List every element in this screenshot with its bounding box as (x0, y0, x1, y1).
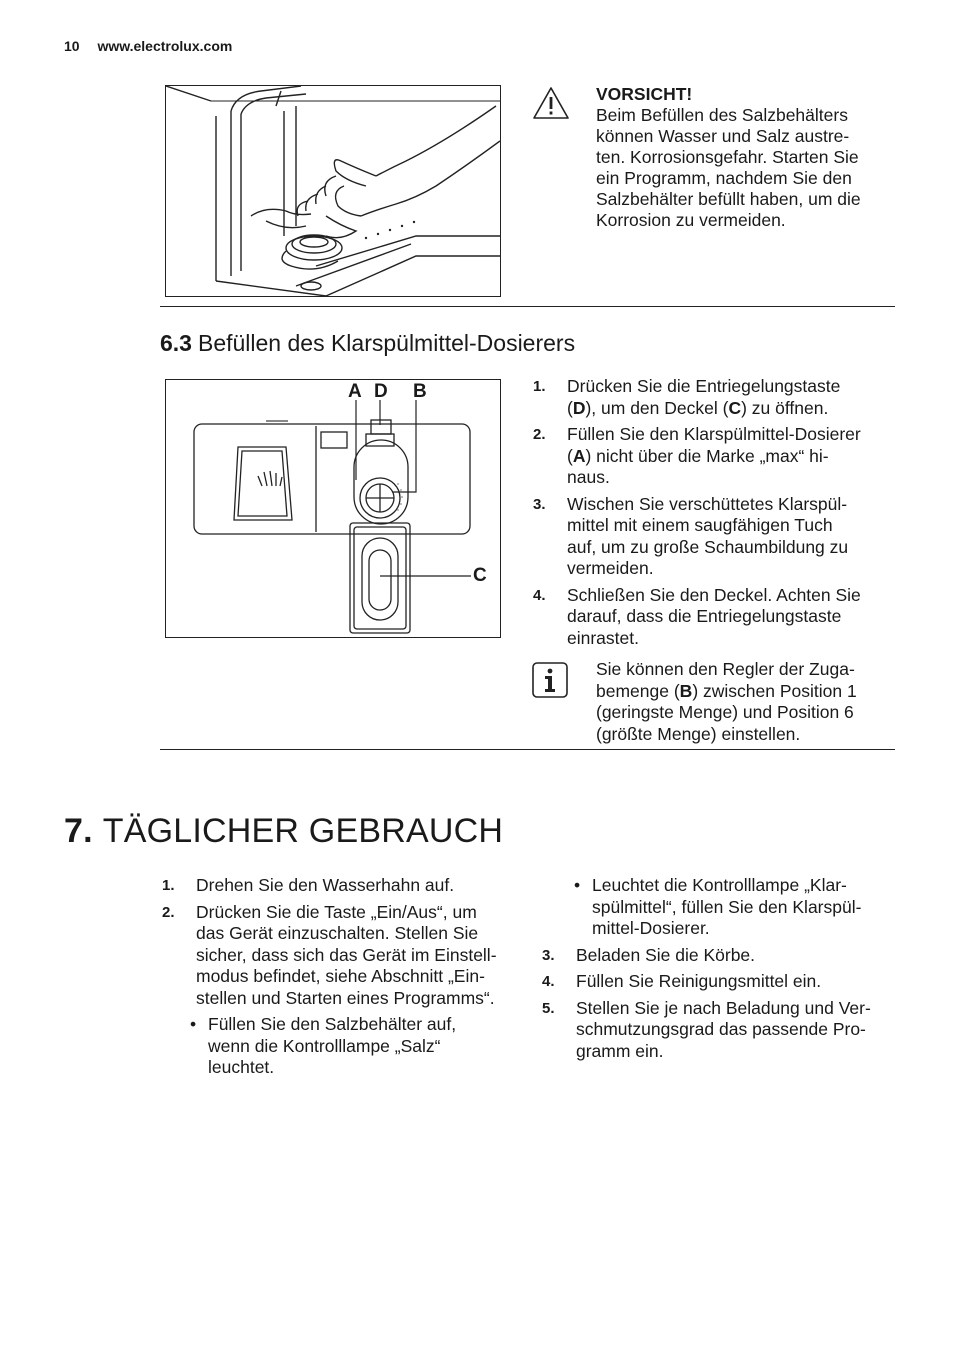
bold-reference: B (679, 680, 693, 701)
step-number: 3. (542, 946, 555, 964)
text-run: mittel mit einem saugfähigen Tuch (567, 515, 833, 535)
text-line: wenn die Kontrolllampe „Salz“ (208, 1035, 441, 1056)
warning-text (596, 84, 896, 231)
warning-title: VORSICHT! (596, 84, 693, 104)
text-line: ten. Korrosionsgefahr. Starten Sie (596, 147, 859, 167)
text-run: ), um den Deckel ( (585, 397, 729, 418)
salt-filling-drawing (166, 86, 500, 296)
info-text (596, 659, 891, 745)
step-text (567, 424, 893, 489)
text-run: bemenge ( (596, 680, 680, 701)
step-item (542, 998, 894, 1063)
text-run: ) zwischen Position 1 (692, 680, 857, 701)
text-run: (größte Menge) einstellen. (596, 723, 801, 744)
text-line: Beim Befüllen des Salzbehälters (596, 105, 848, 125)
section-6-3-heading (160, 330, 575, 357)
text-line: das Gerät einzuschalten. Stellen Sie (196, 923, 479, 943)
text-line (596, 724, 891, 746)
bullet-dot: • (190, 1014, 197, 1034)
section-6-3-number: 6.3 (160, 330, 192, 356)
rinse-aid-bullet (572, 875, 894, 940)
step-text (576, 998, 894, 1063)
text-line: ein Programm, nachdem Sie den (596, 168, 852, 188)
text-line: Beladen Sie die Körbe. (576, 944, 756, 965)
text-run: Drücken Sie die Entriegelungstaste (567, 376, 841, 396)
text-line (596, 659, 891, 681)
daily-use-left-column (162, 875, 514, 1079)
bold-reference: C (728, 397, 742, 418)
text-line: Drehen Sie den Wasserhahn auf. (196, 875, 455, 895)
text-line (567, 398, 893, 420)
text-run: ( (567, 397, 573, 418)
text-run: einrastet. (567, 627, 639, 648)
text-line: mittel-Dosierer. (592, 918, 710, 938)
step-text (567, 585, 893, 650)
page-number: 10 (64, 38, 80, 54)
text-line (567, 558, 893, 580)
page-header (64, 38, 232, 54)
step-number: 2. (533, 426, 546, 443)
step-number: 4. (533, 586, 546, 604)
text-run: vermeiden. (567, 558, 654, 578)
text-line: Drücken Sie die Taste „Ein/Aus“, um (196, 901, 477, 922)
text-line: modus befindet, siehe Abschnitt „Ein- (196, 966, 485, 986)
text-line (567, 446, 893, 468)
step-number: 5. (542, 999, 555, 1017)
text-line: gramm ein. (576, 1040, 664, 1061)
step-number: 3. (533, 495, 546, 513)
step-item (533, 585, 893, 650)
step-item (533, 424, 893, 489)
text-run: Wischen Sie verschüttetes Klarspül- (567, 493, 848, 514)
step-text (576, 971, 894, 993)
step-item (162, 902, 514, 1010)
text-line (567, 376, 893, 398)
step-number: 2. (162, 903, 175, 921)
daily-use-right-column (542, 875, 894, 1067)
salt-bullet (188, 1014, 514, 1079)
rinse-aid-dispenser-drawing (166, 380, 500, 637)
text-line: stellen und Starten eines Programms“. (196, 987, 495, 1008)
text-line: können Wasser und Salz austre- (596, 126, 850, 146)
section-7-title: TÄGLICHER GEBRAUCH (102, 812, 504, 850)
step-text (567, 376, 893, 419)
step-text (196, 902, 514, 1010)
section-7-heading (64, 812, 503, 851)
divider-top (160, 306, 895, 307)
figure-label-c: C (473, 565, 487, 586)
text-line: Füllen Sie den Salzbehälter auf, (208, 1014, 457, 1034)
text-line: spülmittel“, füllen Sie den Klarspül- (592, 896, 862, 917)
step-item (542, 971, 894, 993)
text-line (567, 515, 893, 537)
warning-body (596, 105, 896, 231)
text-line: Stellen Sie je nach Beladung und Ver- (576, 997, 871, 1018)
divider-bottom (160, 749, 895, 750)
info-icon (531, 661, 569, 699)
website-link[interactable]: www.electrolux.com (97, 38, 233, 54)
bullet-dot: • (574, 875, 581, 895)
figure-label-b: B (413, 381, 427, 402)
rinse-aid-dispenser-illustration (165, 379, 501, 638)
figure-label-d: D (374, 381, 388, 402)
bold-reference: D (572, 397, 586, 418)
section-7-number: 7. (64, 812, 93, 850)
step-item (533, 494, 893, 580)
text-run: Schließen Sie den Deckel. Achten Sie (567, 584, 861, 605)
rinse-aid-steps (533, 376, 893, 654)
text-run: (geringste Menge) und Position 6 (596, 702, 854, 722)
step-number: 4. (542, 973, 555, 990)
text-line: Füllen Sie Reinigungsmittel ein. (576, 971, 822, 991)
step-text (567, 494, 893, 580)
step-item (542, 945, 894, 967)
text-line (567, 628, 893, 650)
text-line: schmutzungsgrad das passende Pro- (576, 1019, 866, 1039)
bold-reference: A (572, 445, 586, 466)
warning-triangle-icon (531, 85, 571, 121)
step-item (533, 376, 893, 419)
step-item (162, 875, 514, 897)
text-line (567, 585, 893, 607)
text-line (567, 606, 893, 628)
daily-use-steps-left (162, 875, 514, 1009)
text-line: Leuchtet die Kontrolllampe „Klar- (592, 875, 847, 895)
text-line (596, 681, 891, 703)
text-line: leuchtet. (208, 1057, 275, 1077)
text-line (567, 494, 893, 516)
daily-use-steps-right (542, 945, 894, 1063)
text-line: sicher, dass sich das Gerät im Einstell- (196, 944, 497, 965)
text-run: Sie können den Regler der Zuga- (596, 659, 855, 679)
text-line (596, 702, 891, 724)
text-run: auf, um zu große Schaumbildung zu (567, 536, 849, 557)
text-run: Füllen Sie den Klarspülmittel-Dosierer (567, 424, 861, 444)
text-line (567, 537, 893, 559)
section-6-3-title: Befüllen des Klarspülmittel-Dosierers (197, 330, 576, 356)
step-text (576, 945, 894, 967)
figure-label-a: A (348, 381, 362, 402)
text-line (567, 467, 893, 489)
salt-filling-illustration (165, 85, 501, 297)
text-run: darauf, dass die Entriegelungstaste (567, 606, 842, 626)
step-number: 1. (533, 378, 546, 395)
text-run: ) nicht über die Marke „max“ hi- (585, 445, 829, 466)
text-run: naus. (567, 467, 610, 487)
text-line: Salzbehälter befüllt haben, um die (596, 189, 861, 209)
step-text (196, 875, 514, 897)
text-run: ( (567, 445, 573, 466)
text-line (567, 424, 893, 446)
text-line: Korrosion zu vermeiden. (596, 210, 786, 230)
text-run: ) zu öffnen. (741, 397, 829, 418)
step-number: 1. (162, 877, 175, 894)
